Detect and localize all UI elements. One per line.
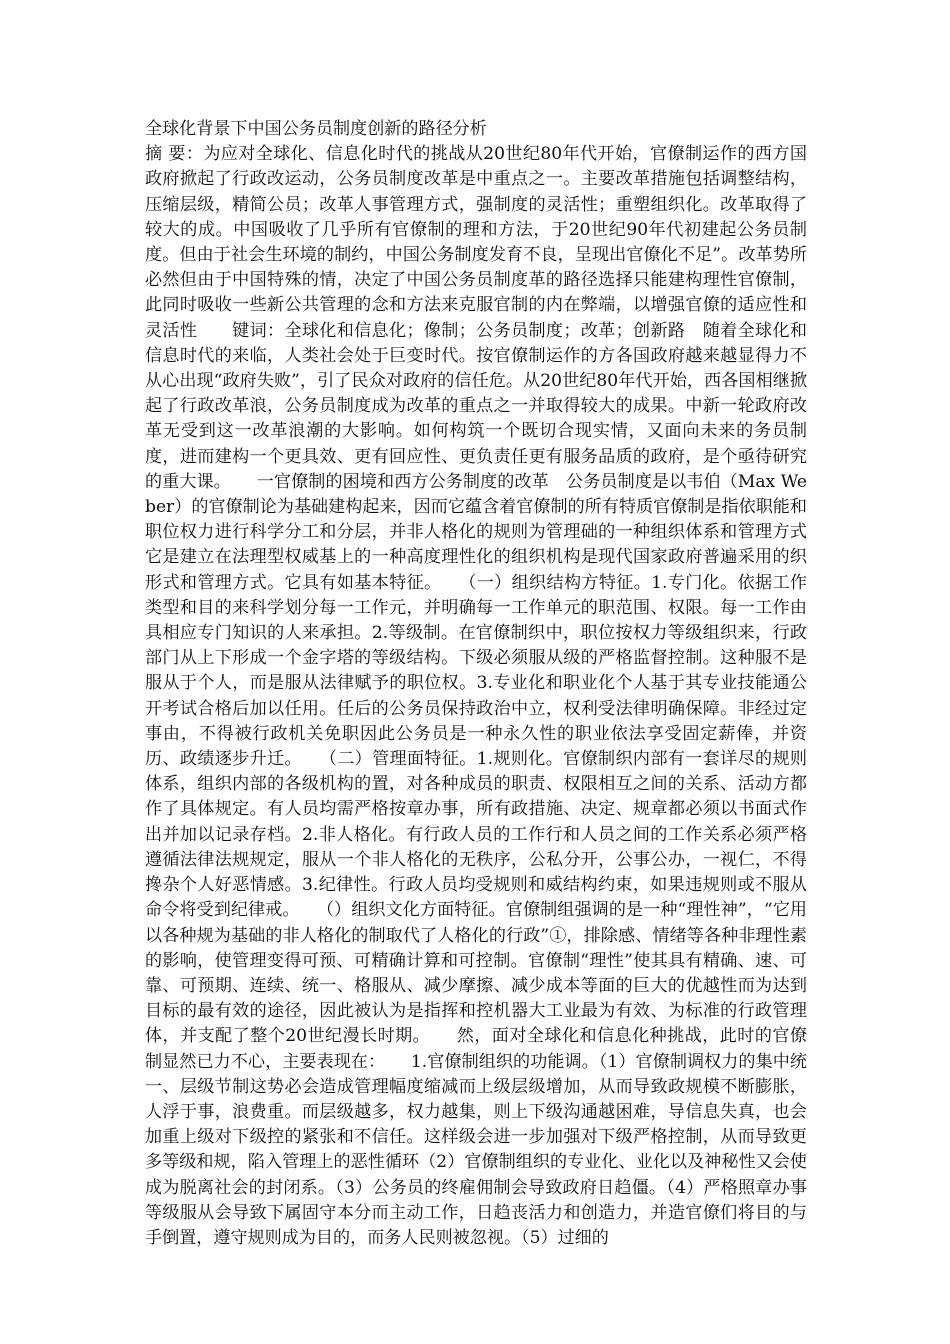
document-title: 全球化背景下中国公务员制度创新的路径分析 — [145, 119, 487, 139]
document-body-text: 摘 要：为应对全球化、信息化时代的挑战从20世纪80年代开始，官僚制运作的西方国政府掀起了行政改运动，公务员制度改革是中重点之一。主要改革措施包括调整结构，压缩层级，精简公员；改革人事管理方式，强制度的灵活性；重塑组织化。改革取得了较大的成。中国吸收了几乎所有官僚制的理和方法，于20世纪90年代初建起公务员制度。但由于社会生环境的制约，中国公务制度发育不良，呈现出官僚化不足”。改革势所必然但由于中国特殊的情，决定了中国公务员制度革的路径选择只能建构理性官僚制，此同时吸收一些新公共管理的念和方法来克服官制的内在弊端，以增强官僚的适应性和灵活性 键词：全球化和信息化；像制；公务员制度；改革；创新路 随着全球化和信息时代的来临，人类社会处于巨变时代。按官僚制运作的方各国政府越来越显得力不从心出现“政府失败”，引了民众对政府的信任危。从20世纪80年代开始，西各国相继掀起了行政改革浪，公务员制度成为改革的重点之一并取得较大的成果。中新一轮政府改革无受到这一改革浪潮的大影响。如何构筑一个既切合现实情，又面向未来的务员制度，进而建构一个更具效、更有回应性、更负责任更有服务品质的政府，是个亟待研究的重大课。 一官僚制的困境和西方公务制度的改革 公务员制度是以韦伯（Max Weber）的官僚制论为基础建构起来，因而它蕴含着官僚制的所有特质官僚制是指依职能和职位权力进行科学分工和分层，并非人格化的规则为管理础的一种组织体系和管理方式它是建立在法理型权威基上的一种高度理性化的组织机构是现代国家政府普遍采用的织形式和管理方式。它具有如基本特征。 （一）组织结构方特征。1.专门化。依据工作类型和目的来科学划分每一工作元，并明确每一工作单元的职范围、权限。每一工作由具相应专门知识的人来承担。2.等级制。在官僚制织中，职位按权力等级组织来，行政部门从上下形成一个金字塔的等级结构。下级必须服从级的严格监督控制。这种服不是服从于个人，而是服从法律赋予的职位权。3.专业化和职业化个人基于其专业技能通公开考试合格后加以任用。任后的公务员保持政治中立，权利受法律明确保障。非经过定事由，不得被行政机关免职因此公务员是一种永久性的职业依法享受固定薪俸，并资历、政绩逐步升迁。 （二）管理面特征。1.规则化。官僚制织内部有一套详尽的规则体系，组织内部的各级机构的置，对各种成员的职责、权限相互之间的关系、活动方都作了具体规定。有人员均需严格按章办事，所有政措施、决定、规章都必须以书面式作出并加以记录存档。2.非人格化。有行政人员的工作行和人员之间的工作关系必须严格遵循法律法规规定，服从一个非人格化的无秩序，公私分开，公事公办，一视仁，不得搀杂个人好恶情感。3.纪律性。行政人员均受规则和威结构约束，如果违规则或不服从命令将受到纪律戒。 （）组织文化方面特征。官僚制组强调的是一种“理性神”，“它用以各种规为基础的非人格化的制取代了人格化的行政”①，排除感、情绪等各种非理性素的影响，使管理变得可预、可精确计算和可控制。官僚制“理性”使其具有精确、速、可靠、可预期、连续、统一、格服从、减少摩擦、减少成本等面的巨大的优越性而为达到目标的最有效的途径，因此被认为是指挥和控机器大工业最为有效、为标准的行政管理体，并支配了整个20世纪漫长时期。 然，面对全球化和信息化种挑战，此时的官僚制显然已力不心，主要表现在： 1.官僚制组织的功能调。（1）官僚制调权力的集中统一、层级节制这势必会造成管理幅度缩减而上级层级增加，从而导致政规模不断膨胀，人浮于事，浪费重。而层级越多，权力越集，则上下级沟通越困难，导信息失真，也会加重上级对下级控的紧张和不信任。这样级会进一步加强对下级严格控制，从而导致更多等级和规，陷入管理上的恶性循环（2）官僚制组织的专业化、业化以及神秘性又会使成为脱离社会的封闭系。（3）公务员的终雇佣制会导致政府日趋僵。（4）严格照章办事等级服从会导致下属固守本分而主动工作，日趋丧活力和创造力，并造官僚们将目的与手倒置，遵守规则成为目的，而务人民则被忽视。（5）过细的 — [145, 144, 807, 1248]
document-content — [145, 117, 807, 1251]
